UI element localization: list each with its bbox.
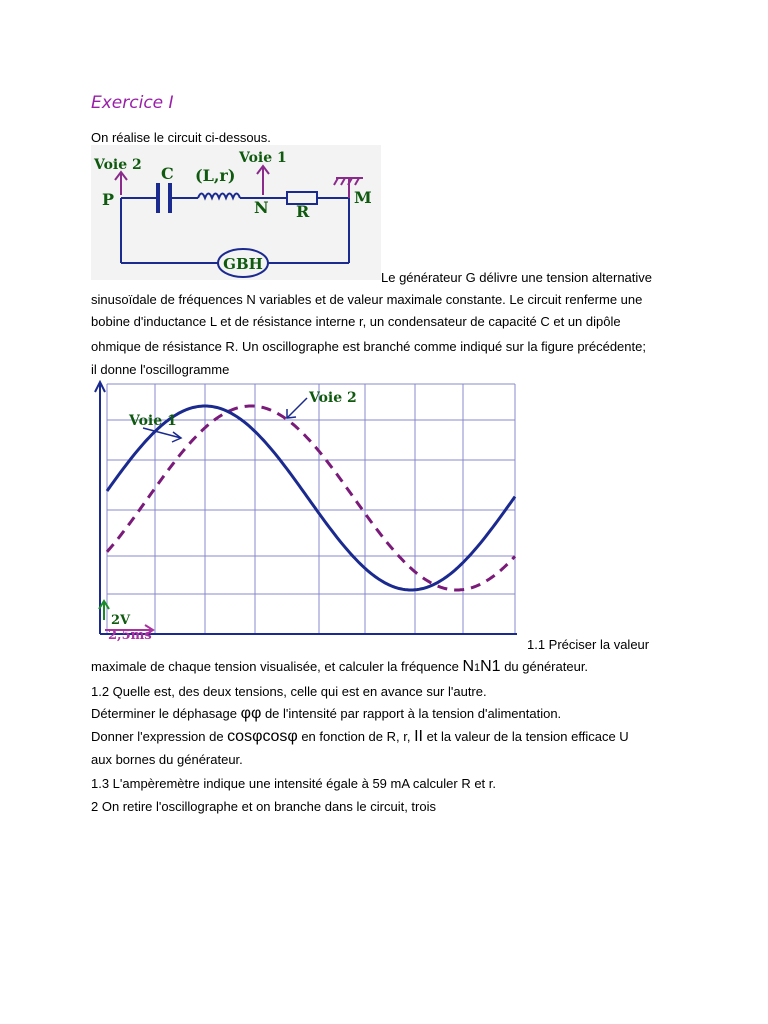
paragraph-1-line: bobine d'inductance L et de résistance interne r, un condensateur de capacité C et un dipôle bbox=[91, 314, 621, 329]
question-1-2-cos-line-2: aux bornes du générateur. bbox=[91, 752, 243, 767]
frequency-symbol: N bbox=[462, 658, 474, 675]
horizontal-scale-label: 2,5ms bbox=[108, 628, 152, 642]
capacitor-label: C bbox=[161, 164, 174, 183]
vertical-scale-label: 2V bbox=[111, 613, 131, 628]
resistor-label: R bbox=[296, 202, 310, 221]
phase-text-end: de l'intensité par rapport à la tension d'alimentation. bbox=[261, 706, 562, 721]
current-symbol: II bbox=[414, 728, 423, 745]
cos-text-end: et la valeur de la tension efficace U bbox=[422, 729, 629, 744]
question-1-2-phase bbox=[91, 706, 561, 722]
node-n-label: N bbox=[254, 198, 269, 217]
phase-text: Déterminer le déphasage bbox=[91, 706, 241, 721]
node-p-label: P bbox=[102, 190, 115, 209]
node-m-label: M bbox=[354, 188, 372, 207]
frequency-subscript: 1 bbox=[474, 662, 481, 674]
phi-symbol: φφ bbox=[240, 705, 262, 722]
scope-voie1-label: Voie 1 bbox=[129, 413, 177, 429]
cos-text: Donner l'expression de bbox=[91, 729, 228, 744]
circuit-diagram bbox=[91, 145, 381, 280]
generator-label: GBH bbox=[223, 255, 263, 273]
exercise-title: Exercice I bbox=[91, 93, 174, 113]
voie-2-pointer-line bbox=[287, 398, 307, 418]
question-1-1 bbox=[91, 659, 588, 676]
paragraph-1-line: il donne l'oscillogramme bbox=[91, 362, 230, 377]
question-1-3: 1.3 L'ampèremètre indique une intensité égale à 59 mA calculer R et r. bbox=[91, 776, 496, 791]
question-1-2-cos bbox=[91, 729, 629, 745]
oscillogram bbox=[91, 380, 521, 642]
intro-text: On réalise le circuit ci-dessous. bbox=[91, 130, 271, 145]
paragraph-1-line: sinusoïdale de fréquences N variables et de valeur maximale constante. Le circuit renferme une bbox=[91, 292, 643, 307]
question-1-1-text: maximale de chaque tension visualisée, et calculer la fréquence bbox=[91, 659, 463, 674]
question-1-2: 1.2 Quelle est, des deux tensions, celle qui est en avance sur l'autre. bbox=[91, 684, 487, 699]
question-2: 2 On retire l'oscillographe et on branche dans le circuit, trois bbox=[91, 799, 436, 814]
paragraph-1-first-line: Le générateur G délivre une tension alternative bbox=[381, 270, 653, 285]
paragraph-1-line: ohmique de résistance R. Un oscillographe est branché comme indiqué sur la figure précédente; bbox=[91, 339, 646, 354]
voie-1-trace bbox=[107, 406, 515, 590]
circuit-voie2-label: Voie 2 bbox=[94, 157, 142, 173]
cos-phi-symbol: cosφcosφ bbox=[227, 728, 298, 745]
question-1-1-end: du générateur. bbox=[500, 659, 589, 674]
cos-text-mid: en fonction de R, r, bbox=[297, 729, 415, 744]
question-1-1-first-line: 1.1 Préciser la valeur bbox=[527, 637, 650, 652]
coil-label: (L,r) bbox=[195, 166, 236, 185]
voie-2-trace bbox=[107, 406, 515, 590]
scope-voie2-label: Voie 2 bbox=[309, 390, 357, 406]
circuit-voie1-label: Voie 1 bbox=[239, 150, 287, 166]
frequency-symbol-repeat: N1 bbox=[480, 658, 501, 675]
